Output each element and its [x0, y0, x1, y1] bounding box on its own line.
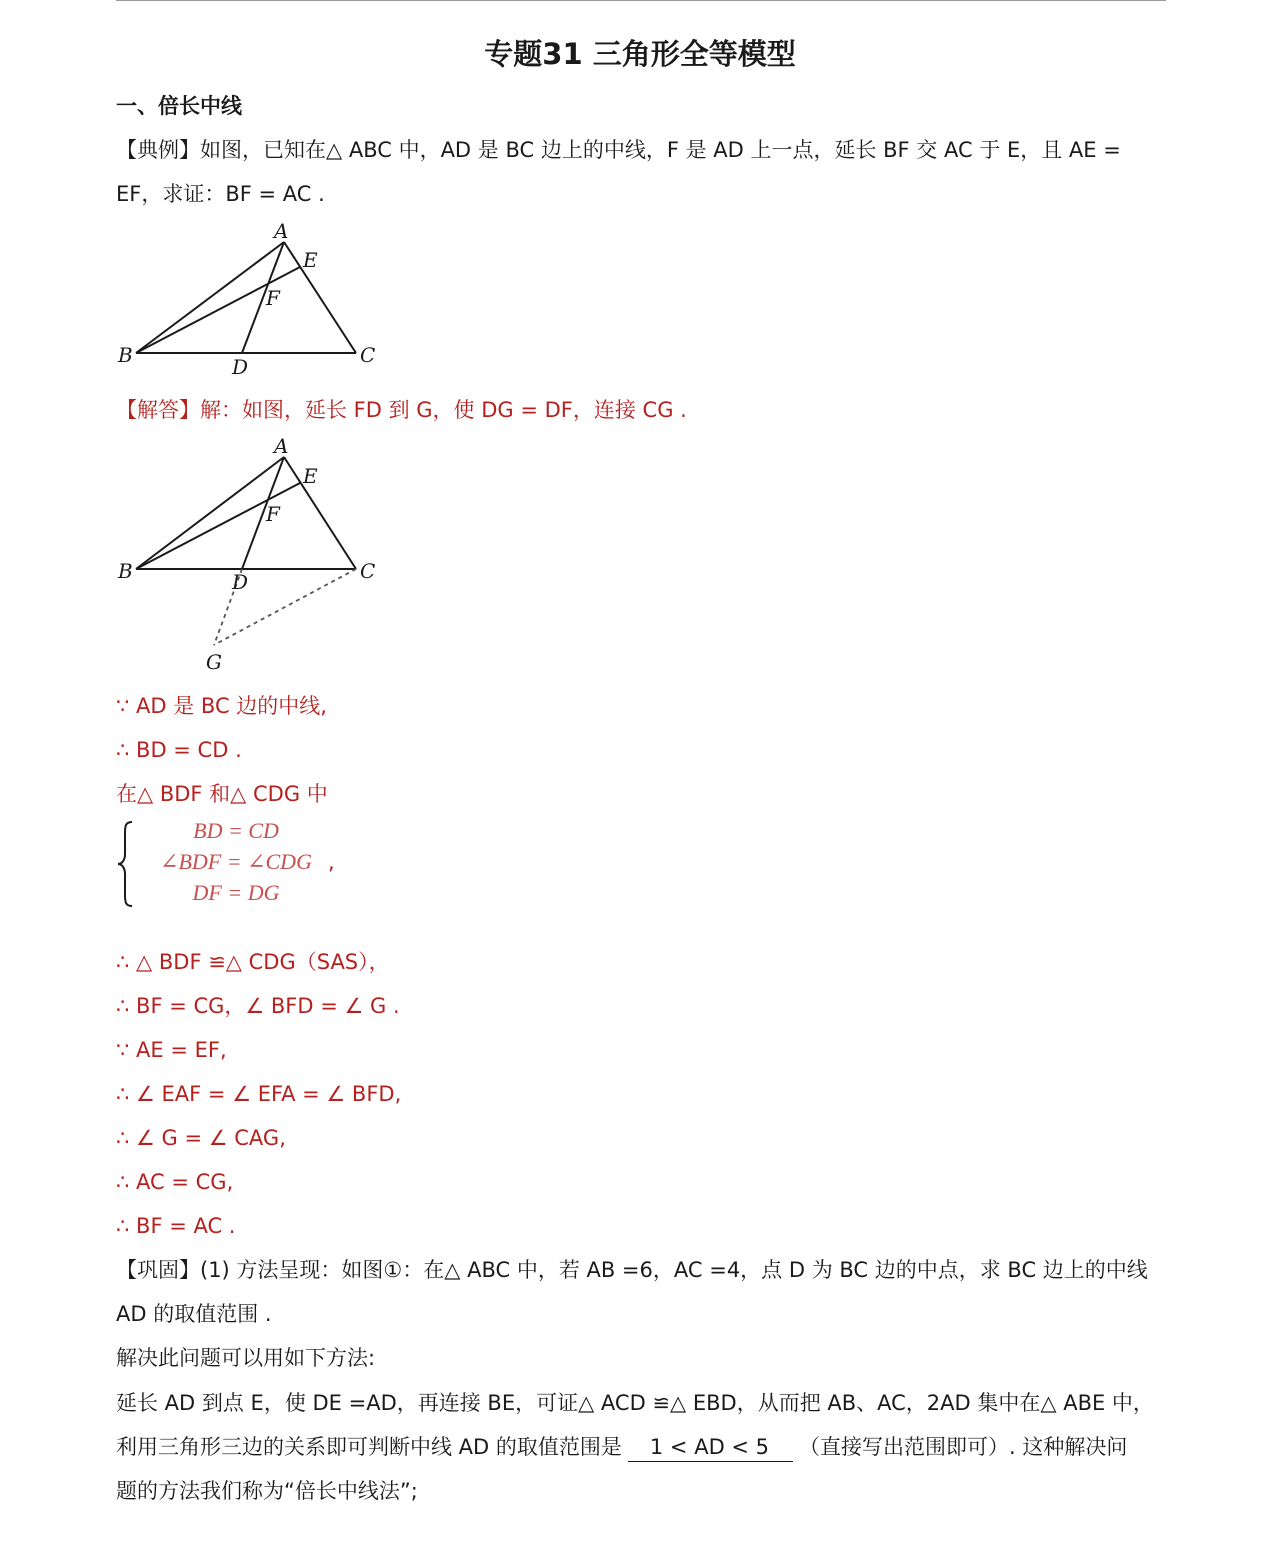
- consolidate-line-5-after: （直接写出范围即可）. 这种解决问: [799, 1435, 1128, 1459]
- system-trailing-comma: ,: [328, 850, 335, 874]
- consolidate-line-5-before: 利用三角形三边的关系即可判断中线 AD 的取值范围是: [116, 1435, 622, 1459]
- example-line-1: 【典例】如图，已知在△ ABC 中，AD 是 BC 边上的中线，F 是 AD 上一点，延长 BF 交 AC 于 E，且 AE =: [116, 138, 1121, 162]
- consolidate-line-4: 延长 AD 到点 E，使 DE =AD，再连接 BE，可证△ ACD ≌△ EBD，从而把 AB、AC，2AD 集中在△ ABE 中，: [116, 1391, 1154, 1415]
- label-c: C: [360, 559, 376, 583]
- step-4: ∴ △ BDF ≌△ CDG（SAS），: [116, 950, 390, 974]
- consolidate-line-3: 解决此问题可以用如下方法:: [116, 1346, 376, 1370]
- top-rule: [116, 0, 1166, 1]
- system-row-3: DF = DG: [192, 880, 280, 905]
- consolidate-line-2: AD 的取值范围 .: [116, 1302, 272, 1326]
- step-2: ∴ BD = CD .: [116, 738, 242, 762]
- segment-ac: [284, 457, 356, 569]
- answer-intro: 【解答】解：如图，延长 FD 到 G，使 DG = DF，连接 CG .: [116, 398, 687, 422]
- page-title: 专题31 三角形全等模型: [484, 37, 796, 71]
- system-row-2: ∠BDF = ∠CDG: [160, 849, 312, 874]
- triangle-figure-1: [110, 220, 400, 385]
- label-d: D: [232, 355, 249, 379]
- answer-blank: 1 < AD < 5: [628, 1433, 793, 1462]
- step-10: ∴ BF = AC .: [116, 1214, 236, 1238]
- consolidate-line-6: 题的方法我们称为“倍长中线法”;: [116, 1479, 418, 1503]
- step-7: ∴ ∠ EAF = ∠ EFA = ∠ BFD,: [116, 1082, 402, 1106]
- segment-ac: [284, 242, 356, 353]
- label-e: E: [303, 464, 318, 488]
- consolidate-line-5: [116, 1433, 1127, 1462]
- label-b: B: [118, 343, 133, 367]
- triangle-figure-2: [110, 435, 400, 680]
- label-c: C: [360, 343, 376, 367]
- step-3: 在△ BDF 和△ CDG 中: [116, 782, 328, 806]
- label-b: B: [118, 559, 133, 583]
- section-heading: 一、倍长中线: [116, 94, 242, 118]
- label-d: D: [232, 570, 249, 594]
- label-f: F: [266, 286, 280, 310]
- label-g: G: [206, 650, 222, 674]
- example-line-2: EF，求证：BF = AC .: [116, 182, 325, 206]
- left-brace-icon: [116, 818, 138, 910]
- label-f: F: [266, 502, 280, 526]
- step-1: ∵ AD 是 BC 边的中线,: [116, 694, 327, 718]
- step-8: ∴ ∠ G = ∠ CAG,: [116, 1126, 286, 1150]
- label-a: A: [274, 220, 289, 243]
- step-6: ∵ AE = EF,: [116, 1038, 227, 1062]
- label-e: E: [303, 248, 318, 272]
- equation-system: [116, 818, 356, 910]
- segment-ab: [136, 457, 284, 569]
- label-a: A: [274, 435, 289, 458]
- segment-be: [136, 267, 300, 353]
- segment-ab: [136, 242, 284, 353]
- step-9: ∴ AC = CG,: [116, 1170, 234, 1194]
- consolidate-line-1: 【巩固】(1) 方法呈现：如图①：在△ ABC 中，若 AB =6，AC =4，点 D 为 BC 边的中点，求 BC 边上的中线: [116, 1258, 1148, 1282]
- step-5: ∴ BF = CG，∠ BFD = ∠ G .: [116, 994, 400, 1018]
- segment-be: [136, 483, 300, 569]
- system-row-1: BD = CD: [193, 818, 279, 843]
